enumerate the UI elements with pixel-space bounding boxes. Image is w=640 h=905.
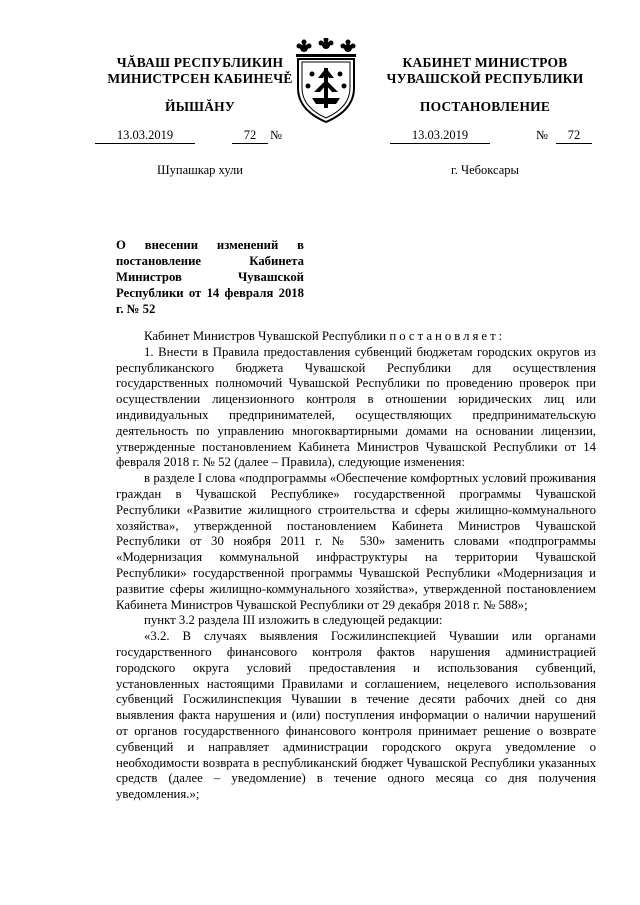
right-city: г. Чебоксары <box>451 163 519 177</box>
paragraph-4: «3.2. В случаях выявления Госжилинспекцией Чувашии или органами государственного финансового контроля фактов нарушения администрацией городского округа условий предоставления и использования субвенций, установленных настоящими Правилами и соглашением, нецелевого использования субвенций Госжилинспекция Чувашии в течение десяти рабочих дней со дня выявления факта нарушения и (или) поступления информации о наличии нарушений от органов государственного финансового контроля принимает решение о возврате субвенций и направляет администрации городского округа уведомление о необходимости возврата в республиканский бюджет Чувашской Республики указанных средств (далее – уведомление) в течение одного месяца со дня получения уведомления.»; <box>116 629 596 802</box>
intro-paragraph <box>116 329 596 345</box>
right-number: 72 <box>556 128 592 144</box>
left-city: Шупашкар хули <box>157 163 243 177</box>
chuvashia-coat-of-arms-icon <box>290 38 362 124</box>
right-number-sign: № <box>536 128 548 142</box>
left-number-sign: № <box>270 128 282 142</box>
document-body <box>116 329 596 803</box>
intro-prefix: Кабинет Министров Чувашской Республики <box>144 329 387 343</box>
paragraph-2: в разделе I слова «подпрограммы «Обеспечение комфортных условий проживания граждан в Чувашской Республике» государственной программы Чувашской Республики «Развитие жилищного строительства и сферы жилищно-коммунального хозяйства», утвержденной постановлением Кабинета Министров Чувашской Республики от 30 ноября 2011 г. № 530» заменить словами «подпрограммы «Модернизация коммунальной инфраструктуры на территории Чувашской Республики» государственной программы Чувашской Республики «Модернизация и развитие сферы жилищно-коммунального хозяйства», утвержденной постановлением Кабинета Министров Чувашской Республики от 29 декабря 2018 г. № 588»; <box>116 471 596 612</box>
right-date-row <box>390 128 600 144</box>
right-header <box>375 55 595 87</box>
right-date: 13.03.2019 <box>390 128 490 144</box>
left-header-line1: ЧĂВАШ РЕСПУБЛИКИН <box>116 55 284 70</box>
left-number: 72 <box>232 128 268 144</box>
right-header-line2: ЧУВАШСКОЙ РЕСПУБЛИКИ <box>386 71 584 86</box>
left-header <box>95 55 305 87</box>
paragraph-1: 1. Внести в Правила предоставления субвенций бюджетам городских округов из республиканского бюджета Чувашской Республики для осуществления государственных полномочий Чувашской Республики по проведению проверок при осуществлении лицензионного контроля в отношении юридических лиц или индивидуальных предпринимателей, осуществляющих предпринимательскую деятельность по управлению многоквартирными домами на основании лицензии, утвержденные постановлением Кабинета Министров Чувашской Республики от 14 февраля 2018 г. № 52 (далее – Правила), следующие изменения: <box>116 344 596 470</box>
left-header-line2: МИНИСТРСЕН КАБИНЕЧĚ <box>107 71 293 86</box>
left-doc-type: ЙЫШĂНУ <box>165 99 235 114</box>
left-date: 13.03.2019 <box>95 128 195 144</box>
paragraph-3: пункт 3.2 раздела III изложить в следующей редакции: <box>144 613 443 628</box>
right-doc-type: ПОСТАНОВЛЕНИЕ <box>419 99 551 114</box>
left-date-row <box>95 128 315 144</box>
right-header-line1: КАБИНЕТ МИНИСТРОВ <box>402 55 568 70</box>
document-title: О внесении изменений в постановление Кабинета Министров Чувашской Республики от 14 февраля 2018 г. № 52 <box>116 238 304 316</box>
intro-verb: постановляет: <box>389 329 506 343</box>
